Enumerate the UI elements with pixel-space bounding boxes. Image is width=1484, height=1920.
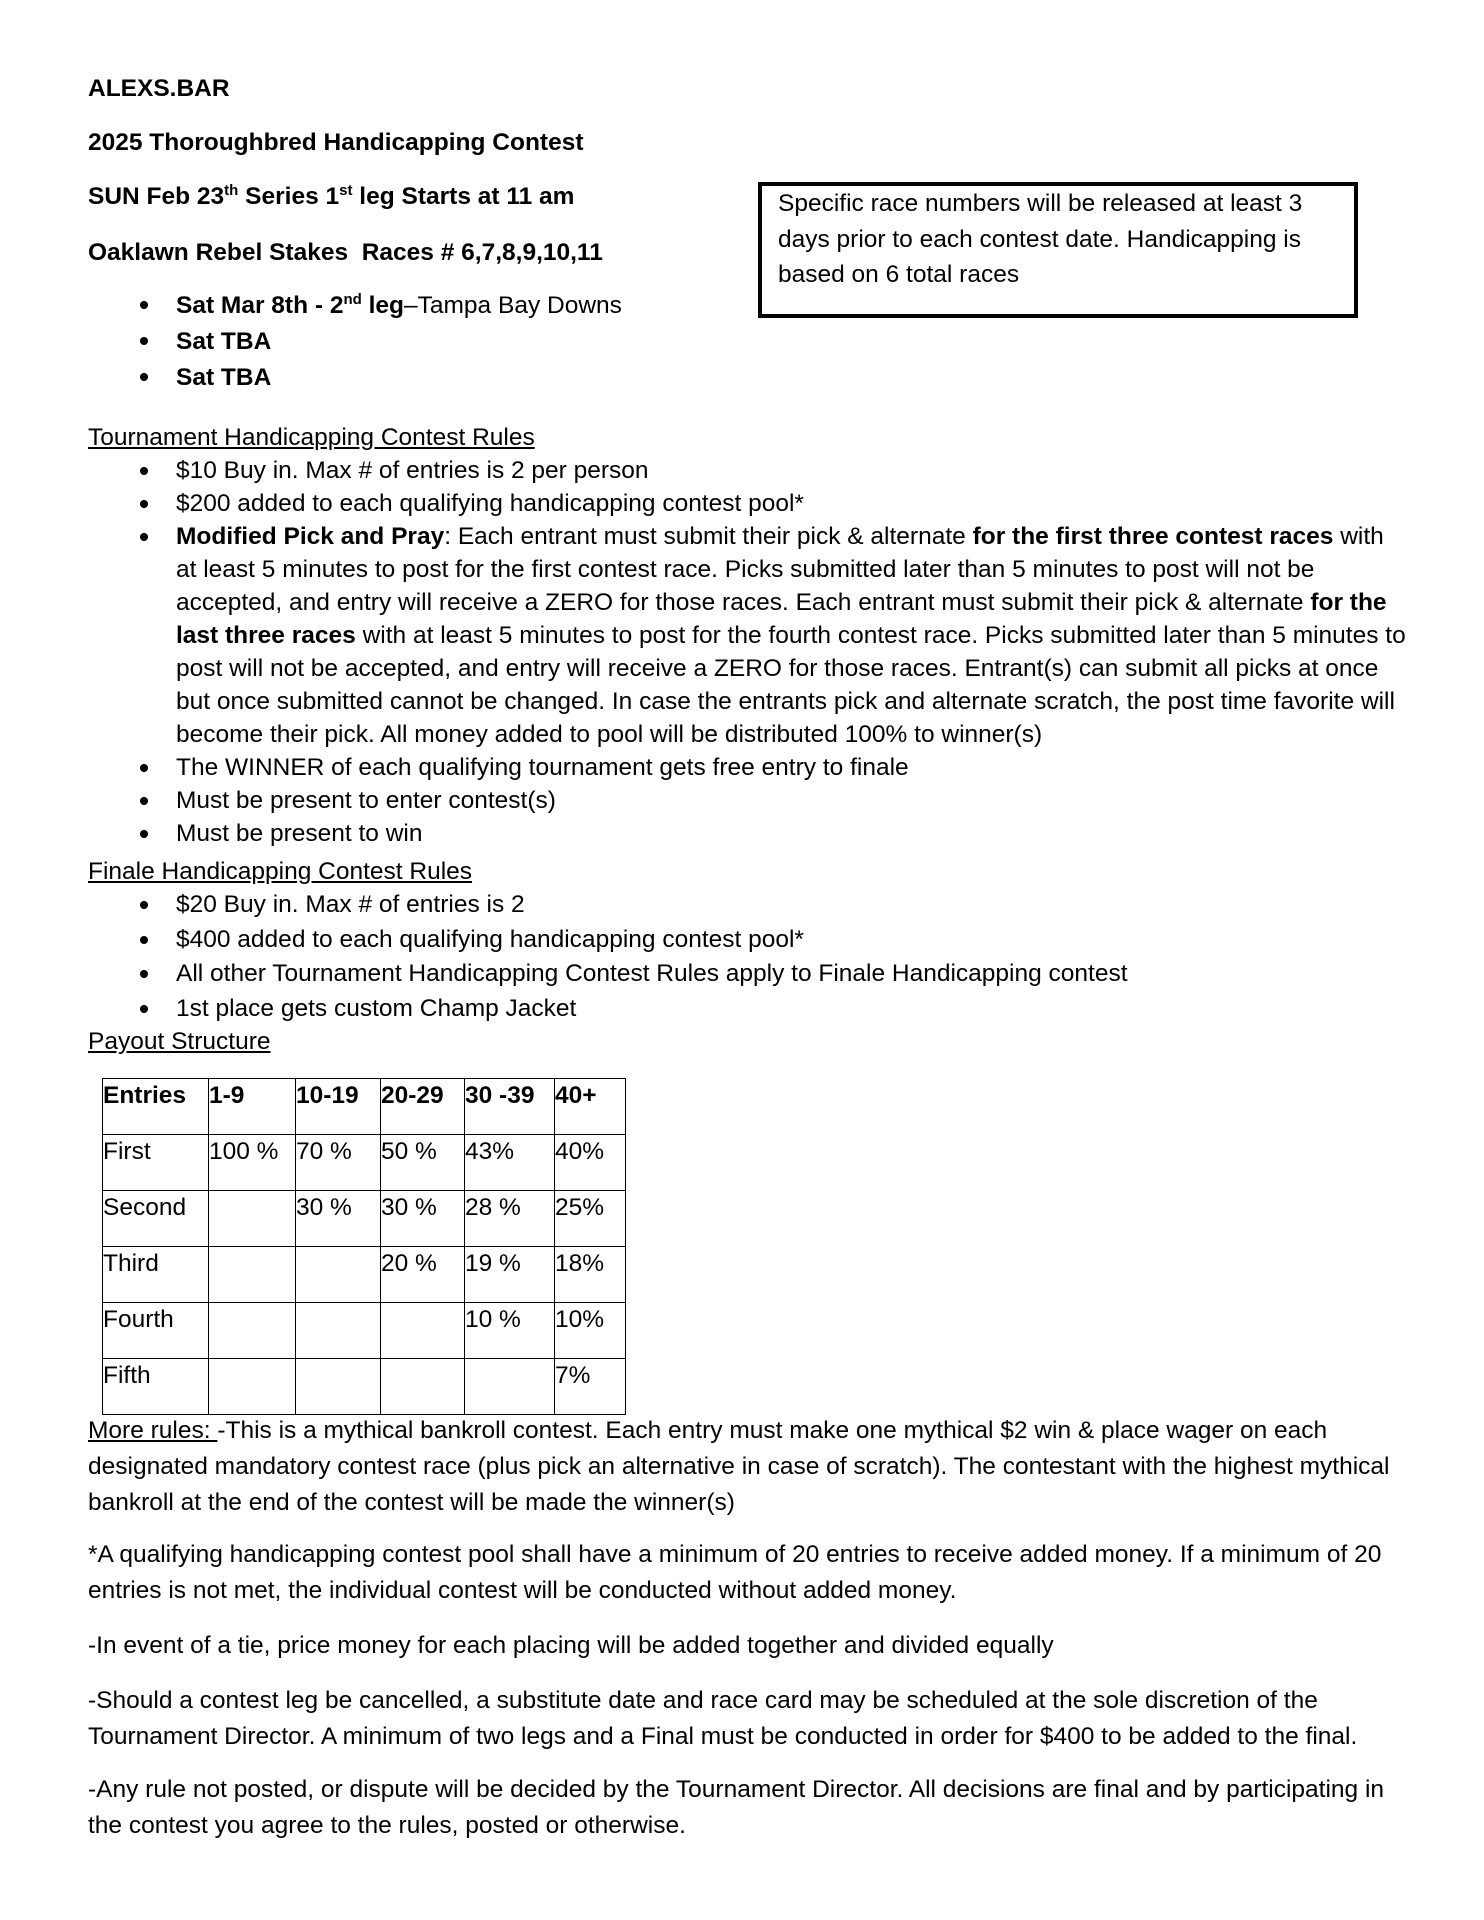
schedule-item [88,360,688,396]
tournament-rules-list [88,454,1408,850]
header-cell: 30 -39 [465,1079,555,1135]
schedule-item [88,288,688,324]
modified-pick-text: : Each entrant must submit their pick & alternate [444,523,973,550]
header-cell: 1-9 [209,1079,296,1135]
cancellation-rule: -Should a contest leg be cancelled, a substitute date and race card may be scheduled at the sole discretion of the Tournament Director. A minimum of two legs and a Final must be conducted in order for $400 to be added to the final. [88,1687,1358,1750]
tie-rule: -In event of a tie, price money for each placing will be added together and divided equally [88,1632,1054,1659]
rule-item: $400 added to each qualifying handicapping contest pool* [88,923,1408,958]
table-cell [381,1303,465,1359]
table-cell: 43% [465,1135,555,1191]
schedule-date: Sat TBA [176,364,272,391]
table-cell: 20 % [381,1247,465,1303]
table-cell [209,1303,296,1359]
rule-item: $200 added to each qualifying handicapping contest pool* [88,487,1408,520]
modified-pick-title: Modified Pick and Pray [176,523,445,550]
schedule-item [88,324,688,360]
table-cell [296,1247,381,1303]
schedule-suffix: nd [343,290,362,308]
more-rules-paragraph [88,1413,1408,1521]
table-cell: 25% [555,1191,626,1247]
table-cell: 7% [555,1359,626,1415]
table-cell [209,1247,296,1303]
more-rules-label: More rules: [88,1417,218,1444]
table-cell: Third [103,1247,209,1303]
table-cell: 40% [555,1135,626,1191]
schedule-date: Sat Mar 8th - 2 [176,292,344,319]
table-cell: 70 % [296,1135,381,1191]
table-cell: 10% [555,1303,626,1359]
table-cell [465,1359,555,1415]
schedule-date: Sat TBA [176,328,272,355]
tournament-rules-heading: Tournament Handicapping Contest Rules [88,424,535,451]
header-cell: 10-19 [296,1079,381,1135]
table-cell: Second [103,1191,209,1247]
table-cell: 19 % [465,1247,555,1303]
series-text: Series 1 [238,183,340,210]
venue-name: ALEXS.BAR [88,75,230,102]
series-date: SUN Feb 23 [88,183,225,210]
contest-title: 2025 Thoroughbred Handicapping Contest [88,129,584,156]
payout-table [102,1078,626,1415]
table-cell: 30 % [296,1191,381,1247]
table-cell: 18% [555,1247,626,1303]
table-cell [209,1359,296,1415]
finale-rules-list [88,888,1408,1026]
header-cell: 20-29 [381,1079,465,1135]
rule-item-modified-pick [88,520,1408,751]
table-cell: 28 % [465,1191,555,1247]
modified-pick-text: with at least 5 minutes to post for the first contest race. Picks submitted later than 5 minutes to post will not be accepted, and entry will receive a ZERO for those races. Each entrant must submit their pick & alternate [176,523,1384,616]
table-cell: Fourth [103,1303,209,1359]
rule-item: $10 Buy in. Max # of entries is 2 per person [88,454,1408,487]
table-cell: First [103,1135,209,1191]
payout-heading: Payout Structure [88,1028,271,1055]
more-rules-text: -This is a mythical bankroll contest. Each entry must make one mythical $2 win & place wager on each designated mandatory contest race (plus pick an alternative in case of scratch). The contestant with the highest mythical bankroll at the end of the contest will be made the winner(s) [88,1417,1390,1516]
series-start-line [88,180,574,213]
table-row [103,1303,626,1359]
rule-item: $20 Buy in. Max # of entries is 2 [88,888,1408,923]
table-cell: 50 % [381,1135,465,1191]
series-time: leg Starts at 11 am [352,183,575,210]
table-row [103,1359,626,1415]
races-line: Oaklawn Rebel Stakes Races # 6,7,8,9,10,11 [88,239,603,266]
header-cell: 40+ [555,1079,626,1135]
rule-item: Must be present to enter contest(s) [88,784,1408,817]
rule-item: The WINNER of each qualifying tournament gets free entry to finale [88,751,1408,784]
modified-pick-emphasis: for the last three races [176,589,1387,649]
schedule-leg: leg [361,292,405,319]
schedule-list [88,288,688,396]
dispute-rule: -Any rule not posted, or dispute will be decided by the Tournament Director. All decisions are final and by participating in the contest you agree to the rules, posted or otherwise. [88,1776,1385,1839]
table-cell [209,1191,296,1247]
table-cell: Fifth [103,1359,209,1415]
table-cell: 30 % [381,1191,465,1247]
table-cell: 10 % [465,1303,555,1359]
table-row [103,1191,626,1247]
race-numbers-note-box: Specific race numbers will be released at least 3 days prior to each contest date. Handicapping is based on 6 total races [758,182,1358,318]
rule-item: Must be present to win [88,817,1408,850]
series-date-suffix: th [224,181,239,199]
table-cell [296,1303,381,1359]
table-row [103,1135,626,1191]
modified-pick-emphasis: for the first three contest races [972,523,1334,550]
added-money-footnote: *A qualifying handicapping contest pool shall have a minimum of 20 entries to receive added money. If a minimum of 20 entries is not met, the individual contest will be conducted without added money. [88,1541,1382,1604]
table-row [103,1247,626,1303]
schedule-track: –Tampa Bay Downs [404,292,622,319]
header-cell: Entries [103,1079,209,1135]
modified-pick-text: with at least 5 minutes to post for the fourth contest race. Picks submitted later than 5 minutes to post will not be accepted, and entry will receive a ZERO for those races. Entrant(s) can submit all picks at once but once submitted cannot be changed. In case the entrants pick and alternate scratch, the post time favorite will become their pick. All money added to pool will be distributed 100% to winner(s) [176,622,1406,748]
rule-item: All other Tournament Handicapping Contest Rules apply to Finale Handicapping contest [88,957,1408,992]
table-header-row [103,1079,626,1135]
table-cell [381,1359,465,1415]
rule-item: 1st place gets custom Champ Jacket [88,992,1408,1027]
finale-rules-heading: Finale Handicapping Contest Rules [88,858,473,885]
series-leg-suffix: st [339,181,353,199]
table-cell: 100 % [209,1135,296,1191]
table-cell [296,1359,381,1415]
